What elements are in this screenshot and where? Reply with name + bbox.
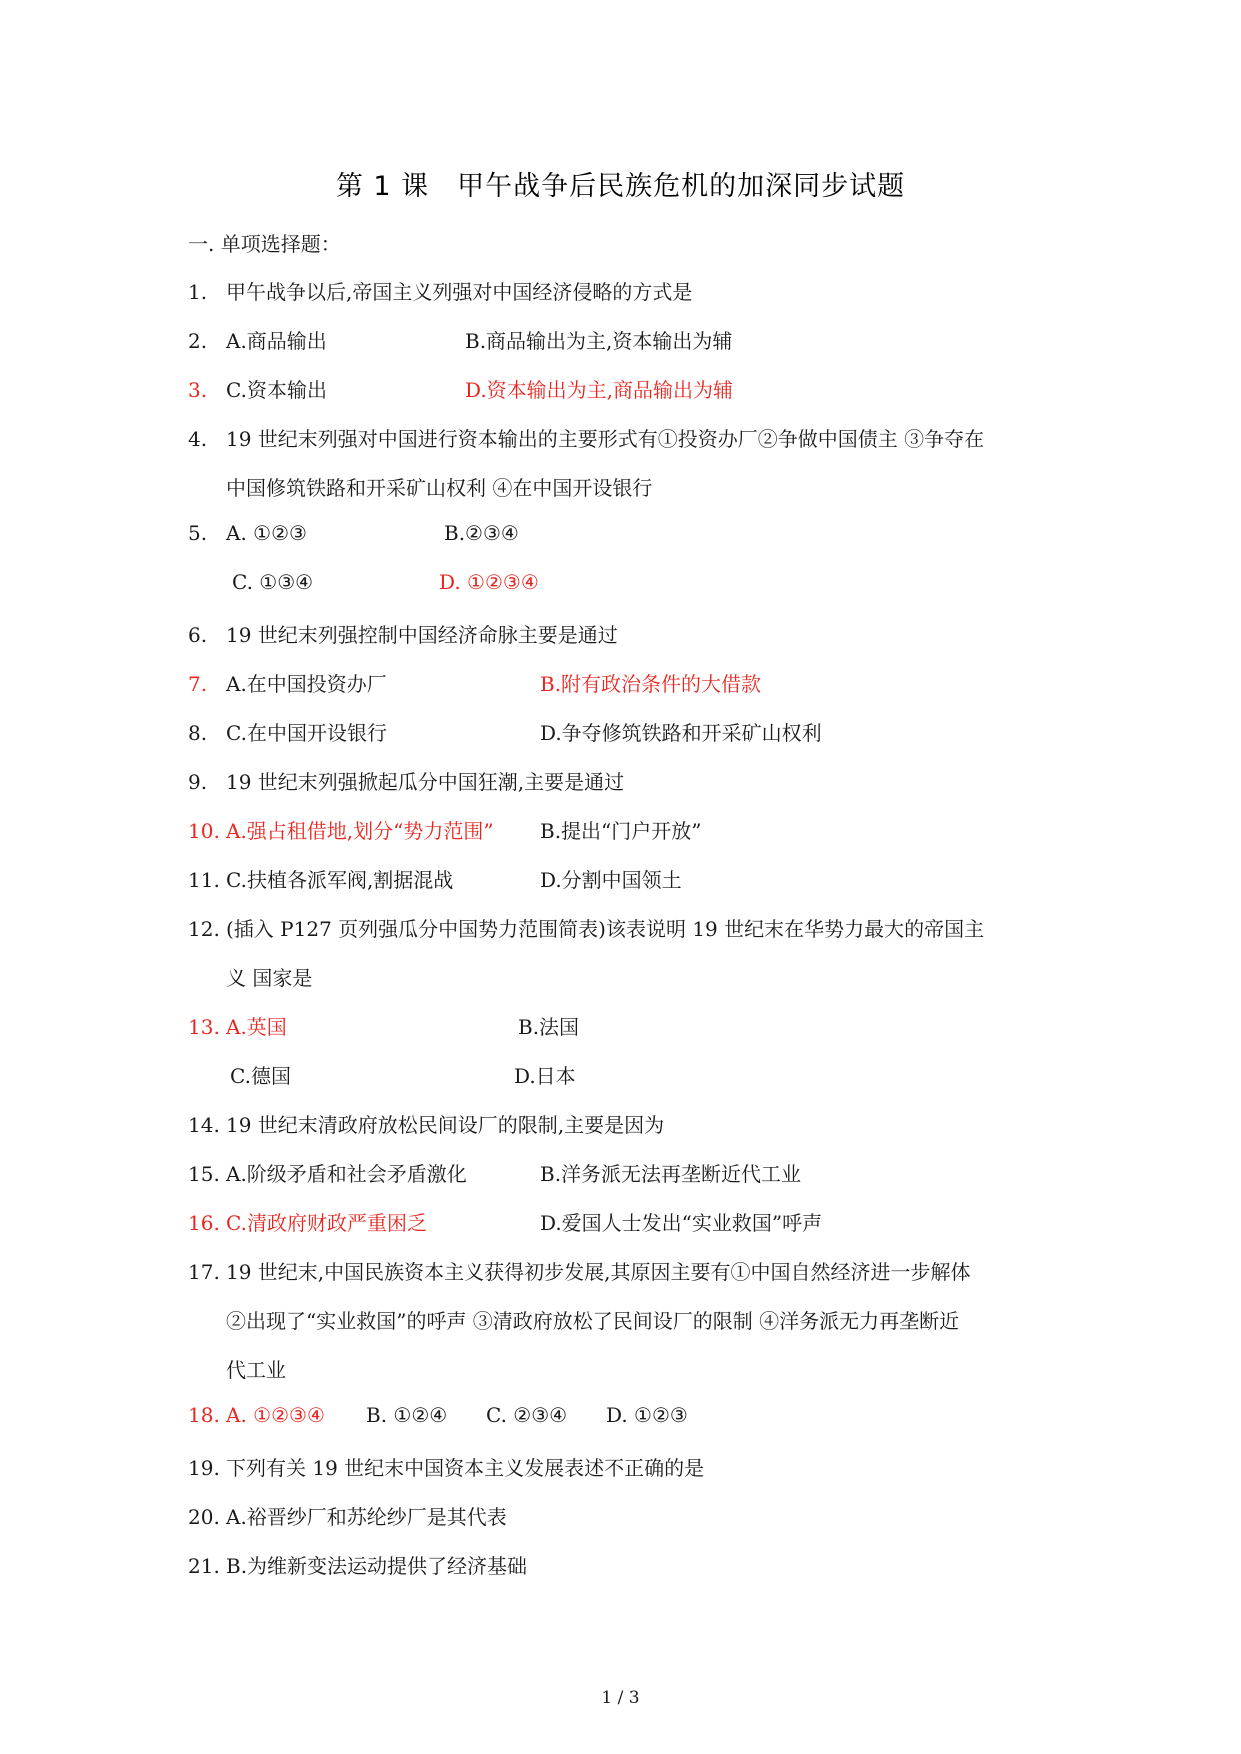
question-5 <box>188 521 307 545</box>
question-17 <box>188 1256 971 1285</box>
item-number: 18. <box>188 1403 220 1427</box>
question-6 <box>188 619 618 648</box>
option-d-answer: D.资本输出为主,商品输出为辅 <box>465 378 734 402</box>
question-18 <box>188 1403 325 1427</box>
option-b-answer: B.附有政治条件的大借款 <box>540 672 762 696</box>
question-8 <box>188 717 387 746</box>
question-text: 19 世纪末清政府放松民间设厂的限制,主要是因为 <box>226 1113 665 1137</box>
question-1 <box>188 276 692 305</box>
option-d: D. ①②③ <box>606 1403 688 1427</box>
item-number: 11. <box>188 868 220 892</box>
item-number: 2. <box>188 329 208 353</box>
item-number: 20. <box>188 1505 220 1529</box>
option-b: B.提出“门户开放” <box>540 819 702 843</box>
question-text-continued: 中国修筑铁路和开采矿山权利 ④在中国开设银行 <box>226 476 653 500</box>
item-number: 9. <box>188 770 208 794</box>
option-c: C.在中国开设银行 <box>226 721 387 745</box>
option-a-answer: A.英国 <box>226 1015 287 1039</box>
question-4 <box>188 423 984 452</box>
question-text: 19 世纪末列强控制中国经济命脉主要是通过 <box>226 623 618 647</box>
option-c: C. ①③④ <box>232 570 314 594</box>
option-b: B. ①②④ <box>366 1403 448 1427</box>
question-19 <box>188 1452 704 1481</box>
option-a: A.商品输出 <box>226 329 327 353</box>
question-3 <box>188 374 327 403</box>
option-a-answer: A. ①②③④ <box>226 1403 325 1427</box>
page-title: 第 1 课 甲午战争后民族危机的加深同步试题 <box>335 171 906 202</box>
option-b: B.商品输出为主,资本输出为辅 <box>465 329 733 353</box>
option-d: D.分割中国领土 <box>540 868 682 892</box>
option-a: A.在中国投资办厂 <box>226 672 387 696</box>
question-2 <box>188 325 327 354</box>
question-9 <box>188 766 624 795</box>
question-20 <box>188 1501 507 1530</box>
item-number: 21. <box>188 1554 220 1578</box>
question-text: (插入 P127 页列强瓜分中国势力范围简表)该表说明 19 世纪末在华势力最大的帝国主 <box>226 917 985 941</box>
option-a: A.阶级矛盾和社会矛盾激化 <box>226 1162 467 1186</box>
item-number: 5. <box>188 521 208 545</box>
option-c-answer: C.清政府财政严重困乏 <box>226 1211 427 1235</box>
option-d: D.爱国人士发出“实业救国”呼声 <box>540 1211 823 1235</box>
option-c: C.资本输出 <box>226 378 327 402</box>
question-14 <box>188 1109 664 1138</box>
item-number: 6. <box>188 623 208 647</box>
item-number: 8. <box>188 721 208 745</box>
item-number: 1. <box>188 280 208 304</box>
option-b: B.②③④ <box>444 521 519 545</box>
option-a-answer: A.强占租借地,划分“势力范围” <box>226 819 494 843</box>
option-b: B.洋务派无法再垄断近代工业 <box>540 1162 802 1186</box>
option-b: B.法国 <box>518 1015 580 1039</box>
question-12 <box>188 913 984 942</box>
question-21 <box>188 1550 527 1579</box>
question-text-continued: ②出现了“实业救国”的呼声 ③清政府放松了民间设厂的限制 ④洋务派无力再垄断近 <box>226 1309 960 1333</box>
item-number: 17. <box>188 1260 220 1284</box>
item-number: 4. <box>188 427 208 451</box>
question-10 <box>188 815 494 844</box>
item-number: 7. <box>188 672 208 696</box>
option-d: D.争夺修筑铁路和开采矿山权利 <box>540 721 822 745</box>
item-number: 12. <box>188 917 220 941</box>
item-number: 3. <box>188 378 208 402</box>
option-d: D.日本 <box>514 1064 576 1088</box>
question-16 <box>188 1207 427 1236</box>
question-text: 甲午战争以后,帝国主义列强对中国经济侵略的方式是 <box>226 280 693 304</box>
option-b: B.为维新变法运动提供了经济基础 <box>226 1554 528 1578</box>
question-7 <box>188 668 387 697</box>
option-c: C. ②③④ <box>486 1403 568 1427</box>
question-text-continued: 代工业 <box>226 1358 286 1382</box>
question-13 <box>188 1011 287 1040</box>
question-text: 19 世纪末列强对中国进行资本输出的主要形式有①投资办厂②争做中国债主 ③争夺在 <box>226 427 985 451</box>
option-c: C.德国 <box>230 1064 291 1088</box>
question-text: 19 世纪末,中国民族资本主义获得初步发展,其原因主要有①中国自然经济进一步解体 <box>226 1260 971 1284</box>
option-a: A.裕晋纱厂和苏纶纱厂是其代表 <box>226 1505 507 1529</box>
question-11 <box>188 864 453 893</box>
option-a: A. ①②③ <box>226 521 307 545</box>
item-number: 10. <box>188 819 220 843</box>
item-number: 13. <box>188 1015 220 1039</box>
item-number: 19. <box>188 1456 220 1480</box>
item-number: 16. <box>188 1211 220 1235</box>
option-c: C.扶植各派军阀,割据混战 <box>226 868 454 892</box>
question-15 <box>188 1158 467 1187</box>
option-d-answer: D. ①②③④ <box>439 570 539 594</box>
item-number: 15. <box>188 1162 220 1186</box>
question-text-continued: 义 国家是 <box>226 966 313 990</box>
question-text: 19 世纪末列强掀起瓜分中国狂潮,主要是通过 <box>226 770 625 794</box>
question-text: 下列有关 19 世纪末中国资本主义发展表述不正确的是 <box>226 1456 705 1480</box>
page-number: 1 / 3 <box>601 1688 640 1708</box>
section-heading: 一. 单项选择题： <box>188 232 341 256</box>
item-number: 14. <box>188 1113 220 1137</box>
